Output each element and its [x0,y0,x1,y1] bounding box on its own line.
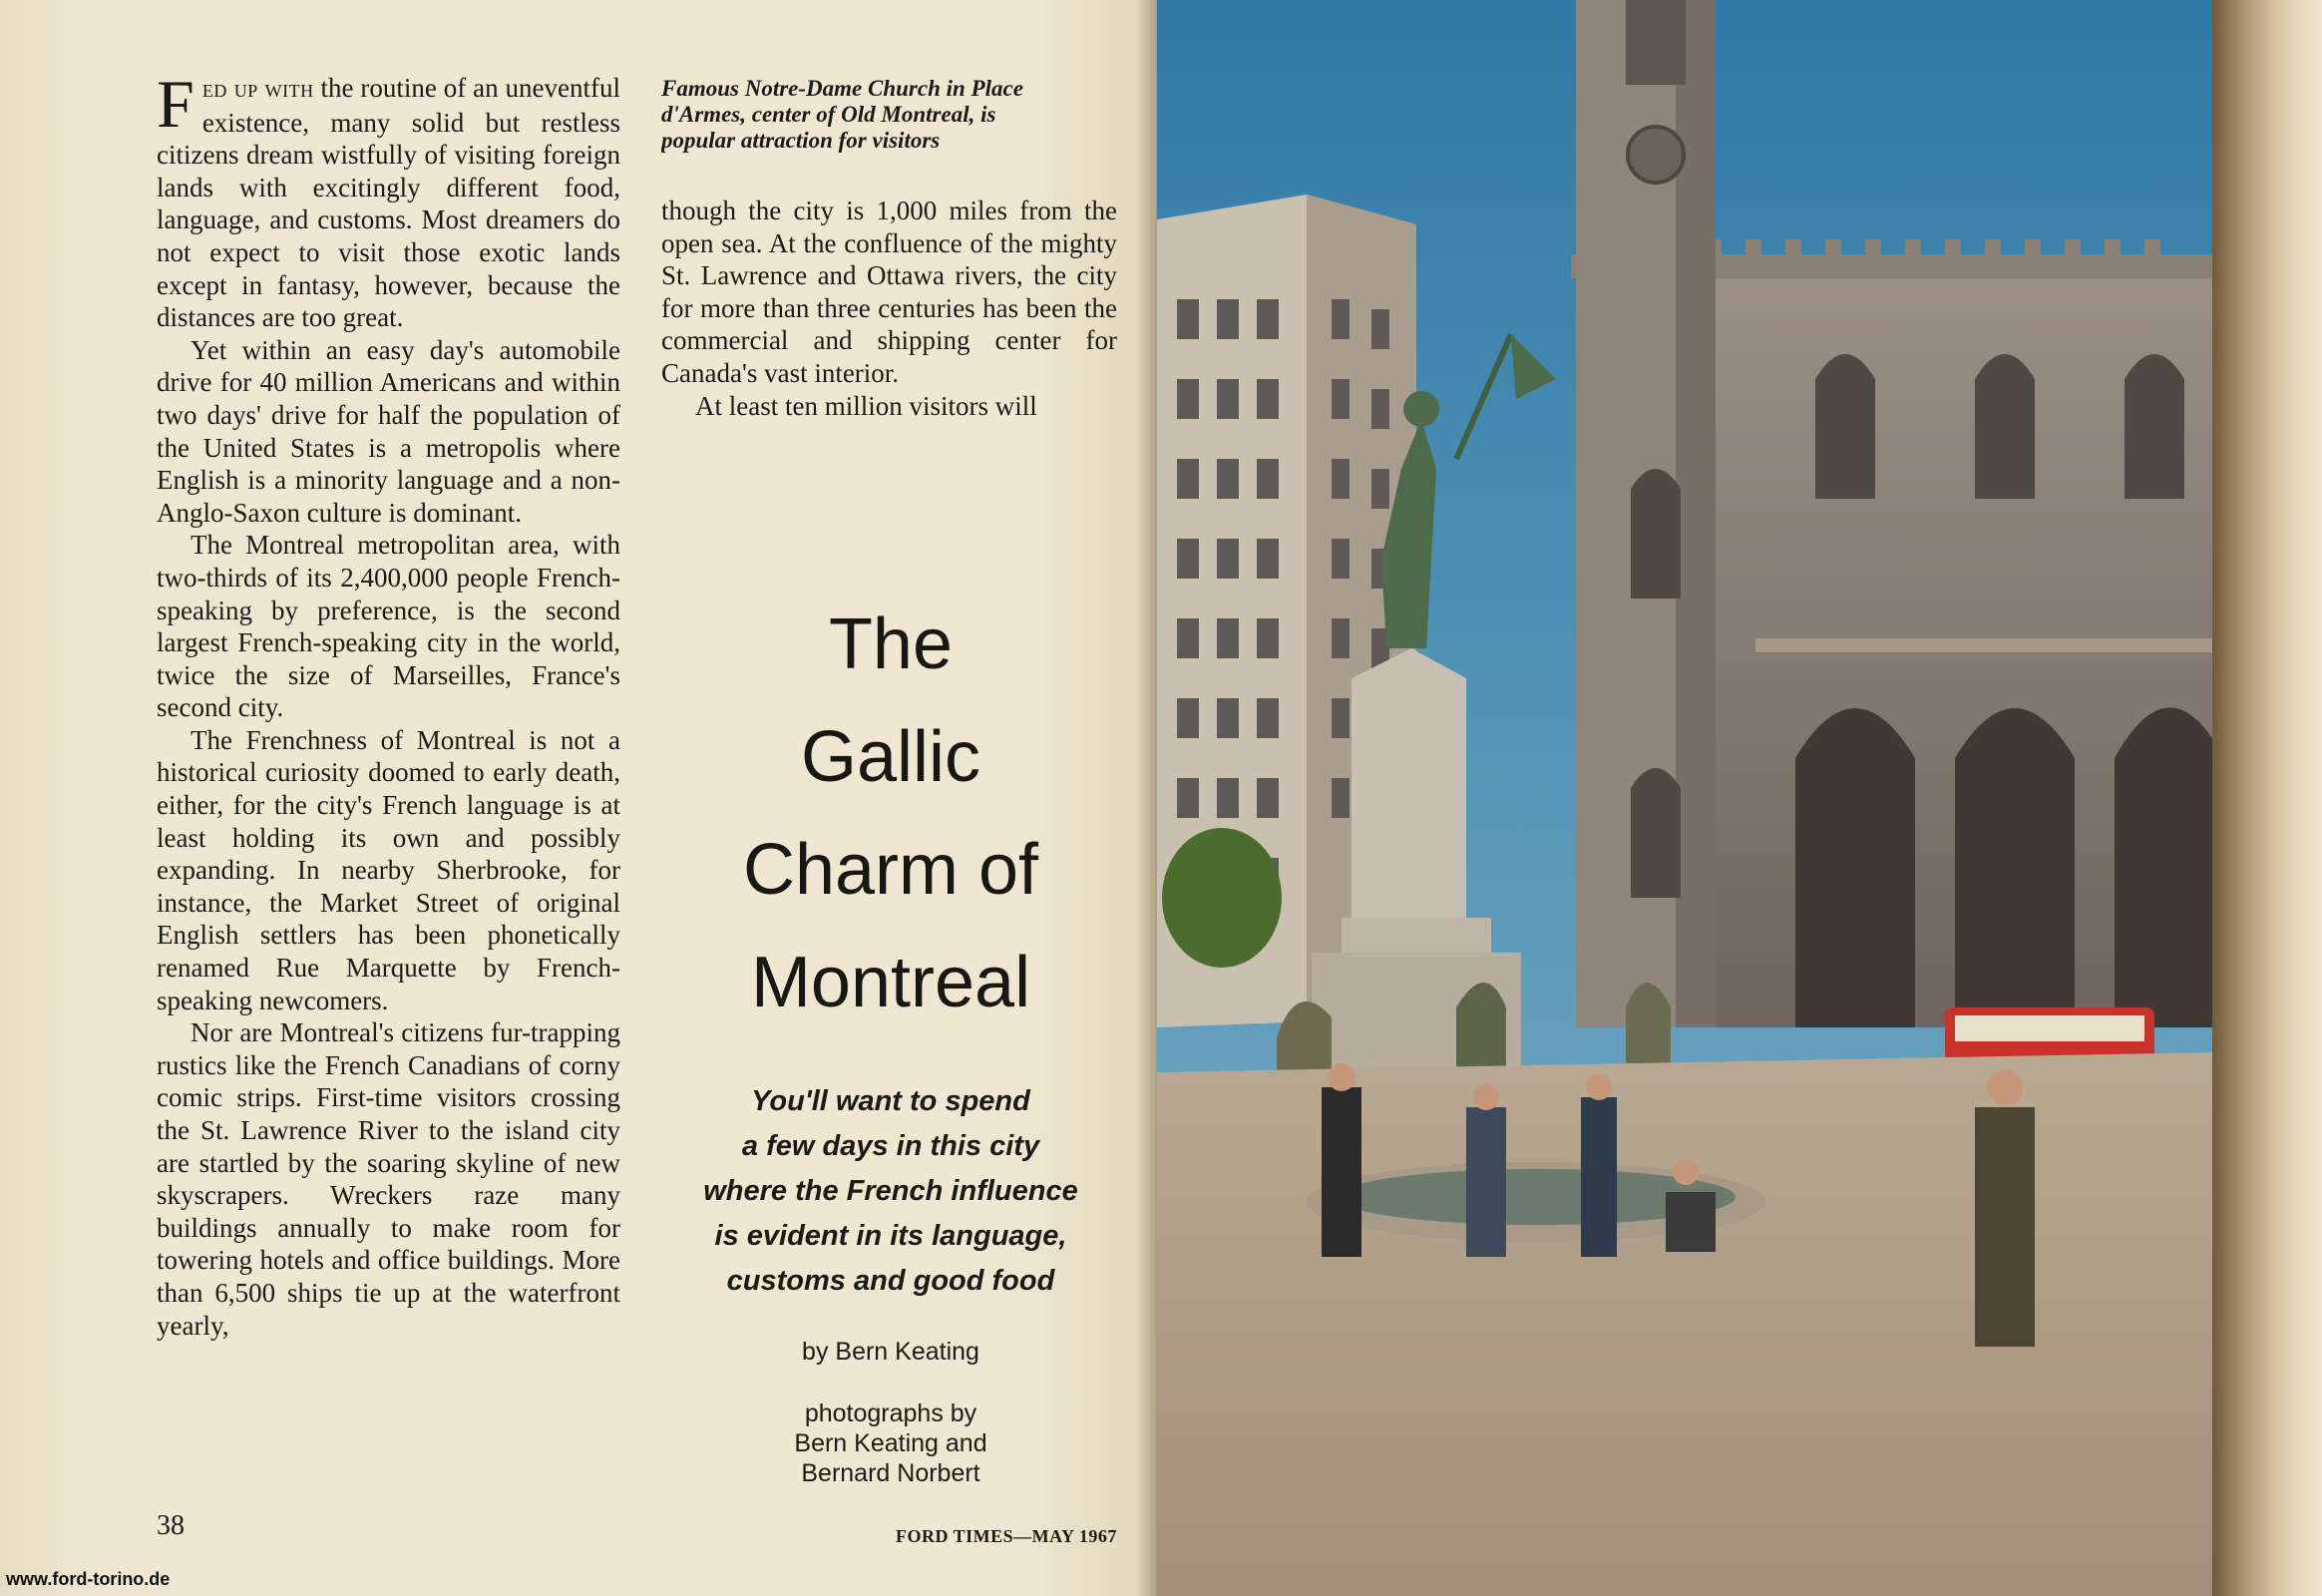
article-paragraph: Yet within an easy day's automobile drive for 40 million Americans and within two days' drive for half the population of the United States is a metropolis where English is a minority language and a non-Anglo-Saxon culture is dominant. [157,334,620,528]
byline: by Bern Keating [802,1338,979,1366]
article-column-1 [157,66,620,1342]
article-paragraph [157,66,620,334]
article-column-2 [661,195,1117,422]
tree [1162,828,1282,968]
subtitle-line: You'll want to spend [751,1085,1030,1117]
subtitle-line: is evident in its language, [714,1220,1067,1252]
drop-cap: F [157,66,194,142]
subtitle-line: where the French influence [703,1175,1078,1207]
watermark: www.ford-torino.de [6,1569,171,1589]
title-line: Gallic [800,717,981,797]
article-subtitle [661,1079,1120,1304]
subtitle-line: a few days in this city [741,1130,1040,1162]
page-number: 38 [157,1510,185,1541]
right-page-edge [2212,0,2322,1596]
caption-line: d'Armes, center of Old Montreal, is [661,102,996,127]
title-line: Charm of [742,830,1039,910]
article-paragraph: At least ten million visitors will [695,390,1037,421]
article-paragraph: Nor are Montreal's citizens fur-trapping rustics like the French Canadians of corny comic strips. First-time visitors crossing the St. Lawrence River to the island city are startled by the soaring skyline of new skyscrapers. Wreckers raze many buildings annually to make room for towering hotels and office buildings. More than 6,500 ships tie up at the waterfront yearly, [157,1017,620,1341]
photo-caption [661,76,1160,154]
credit-line: Bern Keating and [794,1429,987,1457]
title-line: Montreal [750,943,1031,1022]
lead-in: ed up with [201,76,314,103]
title-line: The [828,604,954,684]
article-paragraph: The Montreal metropolitan area, with two-thirds of its 2,400,000 people French-speaking by preference, is the second largest French-speaking city in the world, twice the size of Marseilles, France's second city. [157,530,620,723]
subtitle-line: customs and good food [726,1265,1055,1297]
caption-line: Famous Notre-Dame Church in Place [661,76,1023,101]
article-title [661,589,1120,1039]
caption-line: popular attraction for visitors [661,128,941,153]
article-paragraph: though the city is 1,000 miles from the open sea. At the confluence of the mighty St. Lawrence and Ottawa rivers, the city for more than three centuries has been the commercial and shipping center for Canada's vast interior. [661,196,1117,388]
credit-line: Bernard Norbert [801,1459,980,1487]
credit-line: photographs by [804,1399,977,1427]
notre-dame-photo [1157,0,2212,1596]
paragraph-text: the routine of an uneventful existence, many solid but restless citizens dream wistfully of visiting foreign lands with excitingly different food, language, and customs. Most dreamers do not expect to visit those exotic lands except in fantasy, however, because the distances are too great. [157,73,620,333]
article-paragraph: The Frenchness of Montreal is not a historical curiosity doomed to early death, either, for the city's French language is at least holding its own and possibly expanding. In nearby Sherbrooke, for instance, the Market Street of original English settlers has been phonetically renamed Rue Marquette by French-speaking newcomers. [157,724,620,1015]
running-footer: FORD TIMES—MAY 1967 [896,1526,1117,1546]
photo-credit [661,1398,1120,1488]
